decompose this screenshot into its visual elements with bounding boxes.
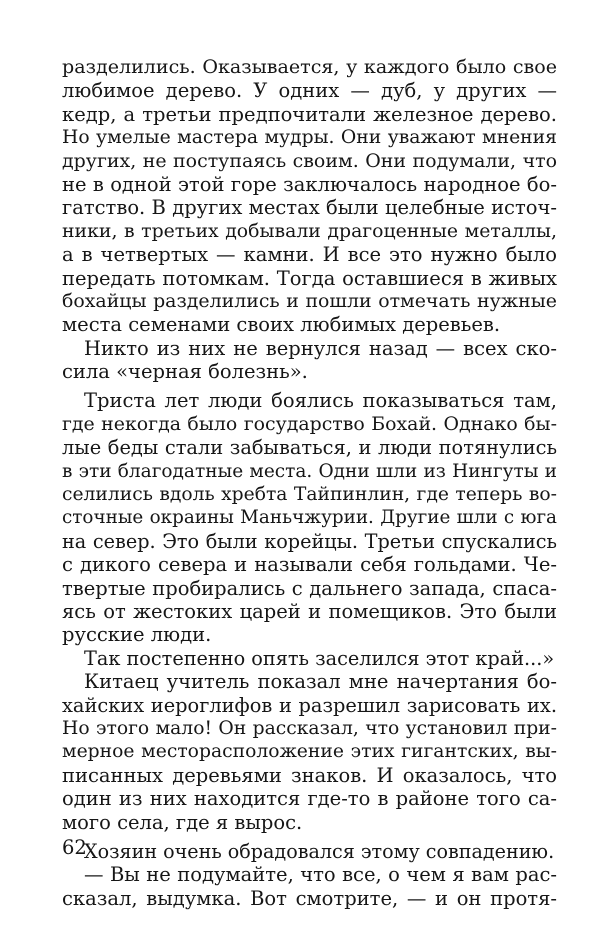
paragraph-1 [62,56,557,337]
paragraph-3 [62,389,557,646]
text-line: мерное месторасположение этих гигантских, вы- [62,741,557,763]
text-line: — Вы не подумайте, что все, о чем я вам рас- [84,863,557,887]
book-page-text [62,56,557,910]
text-line: Триста лет люди боялись показываться там, [84,389,557,413]
text-line: разделились. Оказывается, у каждого было свое [62,56,557,78]
text-line: сточные окраины Маньчжурии. Другие шли с юга [62,507,557,529]
text-line: ясь от жестоких царей и помещиков. Это были [62,599,557,623]
paragraph-7 [62,863,557,910]
text-line: где некогда было государство Бохай. Однако бы- [62,412,557,435]
text-line: передать потомкам. Тогда оставшиеся в живых [62,266,557,290]
text-line: писанных деревьями знаков. И оказалось, что [62,763,557,787]
text-line: кедр, а третьи предпочитали железное дерево. [62,102,557,126]
text-line: сила «черная болезнь». [62,360,308,384]
text-line: лые беды стали забываться, и люди потянулись [62,436,557,460]
text-line: а в четвертых — камни. И все это нужно было [62,243,557,267]
text-line: гатство. В других местах были целебные источ- [62,196,557,220]
text-line: Но этого мало! Он рассказал, что установил при- [62,717,557,739]
paragraph-6 [62,840,557,863]
text-line: места семенами своих любимых деревьев. [62,313,501,337]
text-line: Никто из них не вернулся назад — всех ско- [84,336,557,360]
text-line: русские люди. [62,623,212,647]
text-line: хайских иероглифов и разрешил зарисовать их. [62,693,557,717]
text-line: ники, в третьих добывали драгоценные металлы, [62,220,557,242]
text-line: Хозяин очень обрадовался этому совпадению. [84,839,555,863]
text-line: в эти благодатные места. Одни шли из Нингуты и [62,460,557,482]
text-line: с дикого севера и называли себя гольдами. Че- [62,553,557,577]
text-line: один из них находится где-то в районе того са- [62,787,557,811]
text-line: мого села, где я вырос. [62,810,303,834]
text-line: других, не поступаясь своим. Они подумали, что [62,149,557,172]
text-line: не в одной этой горе заключалось народное бо- [62,172,557,196]
text-line: Но умелые мастера мудры. Они уважают мнения [62,127,557,149]
paragraph-2 [62,337,557,384]
paragraph-5 [62,670,557,834]
text-line: на север. Это были корейцы. Третьи спускались [62,529,557,553]
text-line: сказал, выдумка. Вот смотрите, — и он протя- [62,886,557,910]
text-line: селились вдоль хребта Тайпинлин, где теперь во- [62,484,557,506]
text-line: Китаец учитель показал мне начертания бо- [84,670,557,694]
text-line: твертые пробирались с дальнего запада, спаса- [62,576,557,600]
text-line: Так постепенно опять заселился этот край...» [84,646,555,670]
text-line: бохайцы разделились и пошли отмечать нужные [62,289,557,312]
page-number: 62 [62,836,87,859]
paragraph-4 [62,647,557,670]
text-line: любимое дерево. У одних — дуб, у других — [62,79,557,103]
